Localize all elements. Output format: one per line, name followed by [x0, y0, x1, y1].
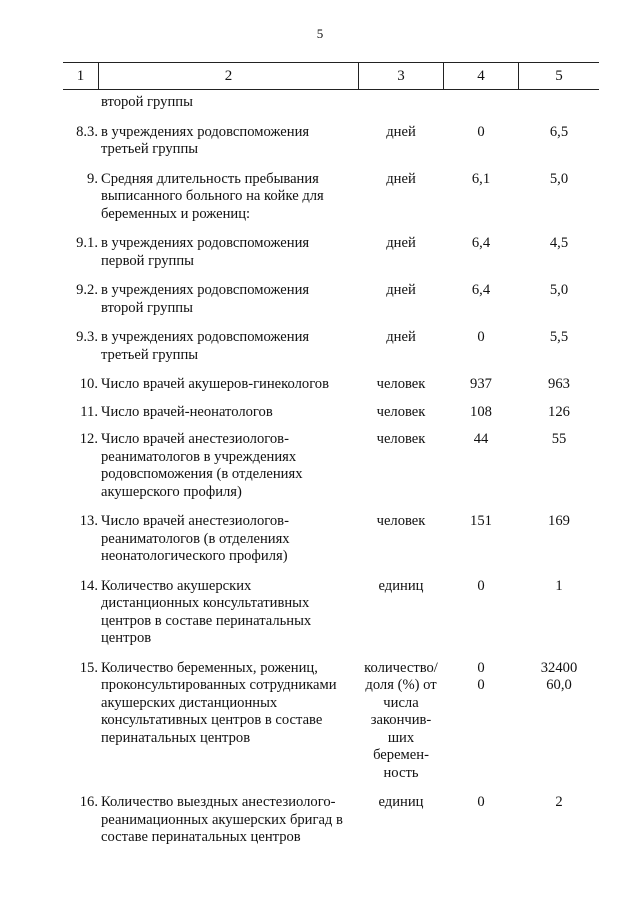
row-value-5: 6,5 — [549, 123, 569, 140]
row-name-line: акушерского профиля) — [101, 483, 242, 500]
table-row — [63, 431, 599, 501]
row-name-line: Количество выездных анестезиолого- — [101, 794, 336, 810]
row-name-line: в учреждениях родовспоможения — [101, 329, 310, 345]
row-unit: человек — [376, 376, 426, 392]
row-value-5: 4,5 — [549, 235, 569, 251]
table-row — [63, 794, 599, 847]
row-name-line: беременных и рожениц: — [101, 205, 251, 222]
row-value-5: 5,0 — [549, 170, 569, 187]
row-value-5: 126 — [548, 403, 570, 420]
row-name — [101, 660, 356, 748]
row-number: 8.3. — [76, 123, 98, 140]
row-name — [101, 376, 356, 394]
row-name-line: выписанного больного на койке для — [101, 188, 324, 204]
row-value-5: 963 — [548, 376, 570, 392]
continuation-row — [63, 94, 599, 112]
page-number: 5 — [316, 26, 324, 41]
row-number: 11. — [80, 403, 98, 420]
row-name-line: неонатологического профиля) — [101, 548, 288, 564]
table-row — [63, 171, 599, 224]
table-row — [63, 376, 599, 394]
row-name-line: перинатальных центров — [101, 729, 251, 746]
row-name — [101, 404, 356, 422]
row-unit — [359, 660, 443, 783]
row-value-line: 32400 — [540, 659, 578, 676]
row-name-line: первой группы — [101, 252, 194, 269]
row-name-line: Число врачей акушеров-гинекологов — [101, 376, 329, 392]
table-row — [63, 124, 599, 159]
row-name-line: Средняя длительность пребывания — [101, 170, 319, 187]
row-name — [101, 171, 356, 224]
row-value-4: 0 — [477, 123, 485, 140]
row-name-line: реанимационных акушерских бригад в — [101, 811, 343, 828]
row-number: 9.2. — [76, 282, 98, 298]
row-unit-line: доля (%) от — [365, 677, 437, 693]
row-name — [101, 431, 356, 501]
header-col-1: 1 — [76, 68, 85, 84]
row-unit: дней — [386, 329, 416, 345]
row-value-line: 60,0 — [546, 677, 572, 693]
table-row — [63, 513, 599, 566]
row-unit: единиц — [378, 577, 424, 594]
continuation-text: второй группы — [101, 94, 193, 110]
row-value-4: 0 — [477, 794, 485, 810]
table-row — [63, 282, 599, 317]
row-name-line: реаниматологов в учреждениях — [101, 448, 297, 465]
row-value-4: 108 — [470, 403, 492, 420]
row-name — [101, 513, 356, 566]
row-value-line: 0 — [477, 677, 485, 693]
row-unit-line: количество/ — [364, 659, 438, 676]
row-name — [101, 794, 356, 847]
row-value-line: 0 — [477, 659, 485, 676]
row-unit: дней — [386, 235, 416, 251]
row-name-line: составе перинатальных центров — [101, 829, 301, 845]
row-name-line: центров в составе перинатальных — [101, 612, 312, 629]
row-value-5 — [519, 660, 599, 695]
row-name — [101, 282, 356, 317]
row-unit: дней — [386, 282, 416, 298]
row-name-line: Число врачей анестезиологов- — [101, 431, 289, 447]
row-unit-line: числа — [383, 694, 419, 711]
header-col-3: 3 — [397, 68, 405, 84]
row-number: 14. — [79, 577, 98, 594]
row-unit: человек — [376, 403, 426, 420]
row-number: 12. — [79, 431, 98, 447]
header-col-5: 5 — [555, 68, 563, 84]
row-value-5: 2 — [555, 794, 563, 810]
row-name-line: в учреждениях родовспоможения — [101, 123, 310, 140]
row-number: 15. — [79, 659, 98, 676]
row-number: 9.1. — [76, 235, 98, 251]
row-number: 13. — [79, 513, 98, 529]
row-unit: человек — [376, 431, 426, 447]
table-row — [63, 404, 599, 422]
row-value-4: 6,4 — [471, 235, 491, 251]
row-value-4 — [444, 660, 518, 695]
row-name-line: третьей группы — [101, 346, 199, 363]
row-number: 16. — [79, 794, 98, 810]
row-name-line: третьей группы — [101, 141, 199, 157]
table-row — [63, 329, 599, 364]
row-number: 9.3. — [76, 329, 98, 345]
row-name-line: центров — [101, 630, 152, 646]
row-unit-line: ших — [387, 729, 415, 746]
row-name-line: Количество беременных, рожениц, — [101, 659, 318, 676]
row-value-4: 6,4 — [471, 282, 491, 298]
header-col-2: 2 — [224, 68, 233, 84]
row-name — [101, 124, 356, 159]
row-unit: дней — [386, 170, 416, 187]
row-name-line: Число врачей-неонатологов — [101, 403, 273, 420]
row-value-5: 169 — [548, 513, 570, 529]
header-col-4: 4 — [477, 68, 485, 84]
row-name-line: акушерских дистанционных — [101, 694, 278, 711]
row-name-line: в учреждениях родовспоможения — [101, 282, 310, 298]
row-name-line: дистанционных консультативных — [101, 595, 310, 611]
row-value-5: 1 — [555, 577, 563, 594]
row-value-4: 0 — [477, 329, 485, 345]
row-name-line: консультативных центров в составе — [101, 712, 323, 728]
row-unit: дней — [386, 123, 416, 140]
row-value-4: 44 — [473, 431, 489, 447]
table-body — [63, 94, 599, 847]
row-name — [101, 235, 356, 270]
row-value-5: 5,0 — [549, 282, 569, 298]
row-name-line: в учреждениях родовспоможения — [101, 235, 310, 251]
row-unit-line: ность — [383, 764, 419, 781]
row-value-4: 151 — [470, 513, 492, 529]
table-row — [63, 578, 599, 648]
row-value-5: 55 — [551, 431, 567, 447]
row-name-line: второй группы — [101, 299, 193, 316]
row-number: 10. — [79, 376, 98, 392]
row-unit-line: беремен- — [373, 747, 429, 763]
row-value-4: 6,1 — [471, 170, 491, 187]
table-row — [63, 235, 599, 270]
row-name-line: Количество акушерских — [101, 577, 252, 594]
table-row — [63, 660, 599, 783]
row-value-5: 5,5 — [549, 329, 569, 345]
row-unit: единиц — [378, 794, 424, 810]
row-unit-line: закончив- — [370, 712, 432, 728]
row-number: 9. — [87, 170, 98, 187]
row-name-line: родовспоможения (в отделениях — [101, 466, 303, 482]
table-header — [63, 62, 599, 90]
row-value-4: 937 — [470, 376, 492, 392]
row-value-4: 0 — [477, 577, 485, 594]
row-name — [101, 578, 356, 648]
row-name-line: проконсультированных сотрудниками — [101, 677, 337, 693]
row-unit: человек — [376, 513, 426, 529]
row-name — [101, 329, 356, 364]
row-name-line: реаниматологов (в отделениях — [101, 530, 290, 547]
row-name-line: Число врачей анестезиологов- — [101, 513, 289, 529]
